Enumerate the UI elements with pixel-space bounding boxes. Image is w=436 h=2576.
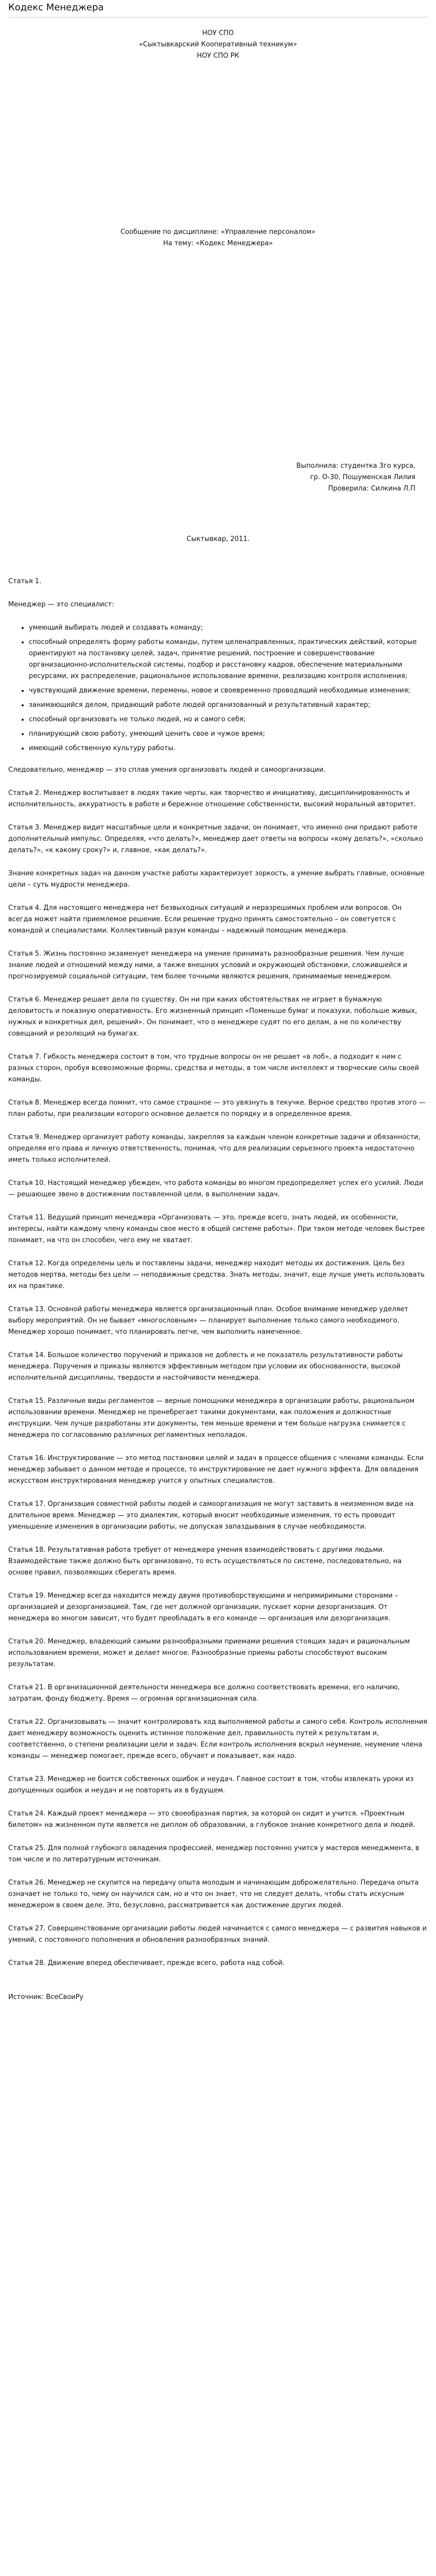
list-item: • чувствующий движение времени, перемены, новое и своевременно проводящий необходимые изменения; [29, 685, 428, 697]
article-paragraph: Статья 28. Движение вперед обеспечивает, прежде всего, работа над собой. [8, 1959, 285, 1967]
document-title: Кодекс Менеджера [8, 0, 428, 18]
source-line: Источник: ВсеСвоиРу [8, 1993, 84, 2001]
article-1-list [8, 622, 428, 754]
institution-line-2: «Сыктывкарский Кооперативный техникум» [138, 41, 298, 48]
article-paragraph: Статья 6. Менеджер решает дела по существу. Он ни при каких обстоятельствах не играет в бумажную деловитость и показную оперативность. Его жизненный принцип «Поменьше бумаг и показухи, побольше живых, нужных и конкретных дел, решений». Он понимает, что о менеджере судят по его делам, а не по количеству совещаний и резолюций на бумагах. [8, 996, 417, 1038]
author-line-1: Выполнила: студентка 3го курса, [296, 462, 415, 470]
city-year: Сыктывкар, 2011. [186, 535, 250, 543]
article-paragraph: Статья 14. Большое количество поручений и приказов не доблесть и не показатель результативности работы менеджера. Поручения и приказы являются эффективным методом при условии их обоснованности, высокой исполнительной дисциплины, твердости и настойчивости менеджера. [8, 1351, 403, 1382]
article-paragraph: Знание конкретных задач на данном участке работы характеризует зоркость, а умение выбрать главные, основные цели – суть мудрости менеджера. [8, 870, 425, 889]
article-paragraph: Статья 19. Менеджер всегда находится между двумя противоборствующими и непримиримыми сторонами – организацией и дезорганизацией. Там, где нет должной организации, пускает корни дезорганизация. От менеджера во многом зависит, что будет преобладать в его команде — организация или дезорганизация. [8, 1592, 398, 1622]
article-paragraph: Статья 2. Менеджер воспитывает в людях такие черты, как творчество и инициативу, дисциплинированность и исполнительность, аккуратность в работе и бережное отношение собственности, высокий моральный авторитет. [8, 789, 416, 808]
author-line-2: гр. О-30, Пошуменская Лилия [310, 473, 415, 481]
author-block [8, 461, 428, 495]
article-paragraph: Статья 12. Когда определены цель и поставлены задачи, менеджер находит методы их достижения. Цель без методов мертва, методы без цели — неподвижные средства. Знать методы, значит, еще лучше уметь использовать их на практике. [8, 1260, 425, 1290]
article-paragraph: Статья 25. Для полной глубокого овладения профессией, менеджер постоянно учится у мастеров менеджмента, в том числе и по литературным источникам. [8, 1844, 420, 1863]
article-1-heading: Статья 1. [8, 578, 42, 585]
article-paragraph: Статья 20. Менеджер, владеющий самыми разнообразными приемами решения стоящих задач и рациональным использованием времени, может и делает многое. Разнообразные приемы работы способствуют высоким результатам. [8, 1638, 410, 1668]
article-paragraph: Статья 18. Результативная работа требует от менеджера умения взаимодействовать с другими людьми. Взаимодействие также должно быть организовано, то есть осуществляться по системе, последовательно, на основе правил, позволяющих сберегать время. [8, 1546, 402, 1577]
author-line-3: Проверила: Силкина Л.П [328, 485, 415, 493]
article-paragraph: Статья 3. Менеджер видит масштабные цели и конкретные задачи, он понимает, что именно они придают работе дополнительный импульс. Определяя, «что делать?», менеджер дает ответы на вопросы «кому делать?», «сколько делать?», «к какому сроку?» и, главное, «как делать?». [8, 824, 423, 854]
institution-line-3: НОУ СПО РК [197, 52, 239, 60]
list-item: • умеющий выбирать людей и создавать команду; [29, 622, 428, 634]
article-paragraph: Статья 27. Совершенствование организации работы людей начинается с самого менеджера — с развития навыков и умений, с постоянного пополнения и обновления разнообразных знаний. [8, 1925, 427, 1944]
article-paragraph: Статья 7. Гибкость менеджера состоит в том, что трудные вопросы он не решает «в лоб», а подходит к ним с разных сторон, пробуя всевозможные формы, средства и методы, в том числе интеллект и творческие силы своей команды. [8, 1053, 419, 1083]
article-paragraph: Статья 26. Менеджер не скупится на передачу опыта молодым и начинающим доброжелательно. Передача опыта означает не только то, чему он научился сам, но и что он знает, что не следует делать, чтобы стать искусным менеджером в своем деле. Это, безусловно, рассматривается как достижение других людей. [8, 1879, 419, 1909]
topic-discipline: Сообщение по дисциплине: «Управление персоналом» [120, 228, 316, 236]
article-1-conclusion: Следовательно, менеджер — это сплав умения организовать людей и самоорганизации. [8, 766, 326, 774]
article-paragraph: Статья 11. Ведущий принцип менеджера «Организовать — это, прежде всего, знать людей, их особенности, интересы, найти каждому члену команды свое место в общей системе работы». При таком методе человек быстрее понимает, на что он способен, чего ему не хватает. [8, 1214, 425, 1244]
article-paragraph: Статья 15. Различные виды регламентов — верные помощники менеджера в организации работы, рациональном использовании времени. Менеджер не пренебрегает такими документами, как положения и должностные инструкции. Чем лучше разработаны эти документы, тем меньше времени и тем больше нагрузка снимается с менеджера по согласованию различных регламентных неполадок. [8, 1397, 415, 1439]
article-paragraph: Статья 17. Организация совместной работы людей и самоорганизация не могут заставить в неизменном виде на длительное время. Менеджер — это диалектик, который вносит необходимые изменения, то есть проводит уменьшение изменения в организации работы, не допуская запаздывания в случае необходимости. [8, 1500, 414, 1531]
list-item: • планирующий свою работу, умеющий ценить свое и чужое время; [29, 728, 428, 740]
topic-block [8, 227, 428, 249]
institution-line-1: НОУ СПО [202, 29, 234, 37]
article-paragraph: Статья 22. Организовывать — значит контролировать ход выполняемой работы и самого себя. Контроль исполнения дает менеджеру возможность оценить истинное положение дел, правильность путей к результатам и, соответственно, о степени реализации цели и задач. Если контроль исполнения вскрыл неумение, неумение члена команды — менеджер помогает, прежде всего, обучает и показывает, как надо. [8, 1718, 428, 1760]
article-1-intro: Менеджер — это специалист: [8, 601, 114, 608]
article-paragraph: Статья 8. Менеджер всегда помнит, что самое страшное — это увязнуть в текучке. Верное средство против этого — план работы, при реализации которого основное делается по порядку и в определенное время. [8, 1099, 426, 1118]
article-paragraph: Статья 4. Для настоящего менеджера нет безвыходных ситуаций и неразрешимых проблем или вопросов. Он всегда может найти приемлемое решение. Если решение трудно принять самостоятельно – он советуется с командой и специалистами. Коллективный разум команды – надежный помощник менеджера. [8, 904, 402, 935]
article-paragraph: Статья 5. Жизнь постоянно экзаменует менеджера на умение принимать разнообразные решения. Чем лучше знание людей и отношений между ними, а также внешних условий и окружающей обстановки, сложившейся и прогнозируемой социальной ситуации, тем более точными являются решения, принимаемые менеджером. [8, 950, 408, 980]
list-item: • имеющий собственную культуру работы. [29, 743, 428, 754]
article-paragraph: Статья 10. Настоящий менеджер убежден, что работа команды во многом предопределяет успех его усилий. Люди — решающее звено в достижении поставленной цели, в выполнении задач. [8, 1179, 424, 1198]
list-item: • способный определять форму работы команды, путем целенаправленных, практических действий, которые ориентируют на постановку целей, задач, принятие решений, построение и совершенствование организационно-исполнительской системы, подбор и расстановку кадров, обеспечение материальными ресурсами, их распределение, рациональное использование времени, реализацию контроля исполнения; [29, 637, 428, 682]
topic-subject: На тему: «Кодекс Менеджера» [163, 240, 273, 247]
article-paragraph: Статья 13. Основной работы менеджера является организационный план. Особое внимание менеджер уделяет выбору мероприятий. Он не бывает «многословным» — планирует выполнение только самого необходимого. Менеджер хорошо понимает, что планировать легче, чем выполнить намеченное. [8, 1306, 409, 1336]
article-paragraph: Статья 23. Менеджер не боится собственных ошибок и неудач. Главное состоит в том, чтобы извлекать уроки из допущенных ошибок и неудач и не повторять их в будущем. [8, 1775, 414, 1794]
institution-header [8, 28, 428, 62]
list-item: • занимающийся делом, придающий работе людей организованный и результативный характер; [29, 700, 428, 711]
article-paragraph: Статья 16. Инструктирование — это метод постановки целей и задач в процессе общения с членами команды. Если менеджер забывает о данном методе и процессе, то инструктирование не дает нужного эффекта. Для овладения искусством инструктирования менеджер учится у опытных специалистов. [8, 1454, 424, 1485]
document-body [8, 576, 428, 1969]
list-item: • способный организовать не только людей, но и самого себя; [29, 714, 428, 725]
article-paragraph: Статья 24. Каждый проект менеджера — это своеобразная партия, за которой он сидит и учится. «Проектным билетом» на жизненном пути является не диплом об образовании, а глубокое знание конкретного дела и людей. [8, 1810, 415, 1829]
article-paragraph: Статья 21. В организационной деятельности менеджера все должно соответствовать времени, его наличию, затратам, фонду бюджету. Время — огромная организационная сила. [8, 1684, 400, 1703]
article-paragraph: Статья 9. Менеджер организует работу команды, закрепляя за каждым членом конкретные задачи и обязанности, определяя его права и личную ответственность, понимая, что для реализации серьезного проекта недостаточно иметь только исполнителей. [8, 1133, 421, 1164]
